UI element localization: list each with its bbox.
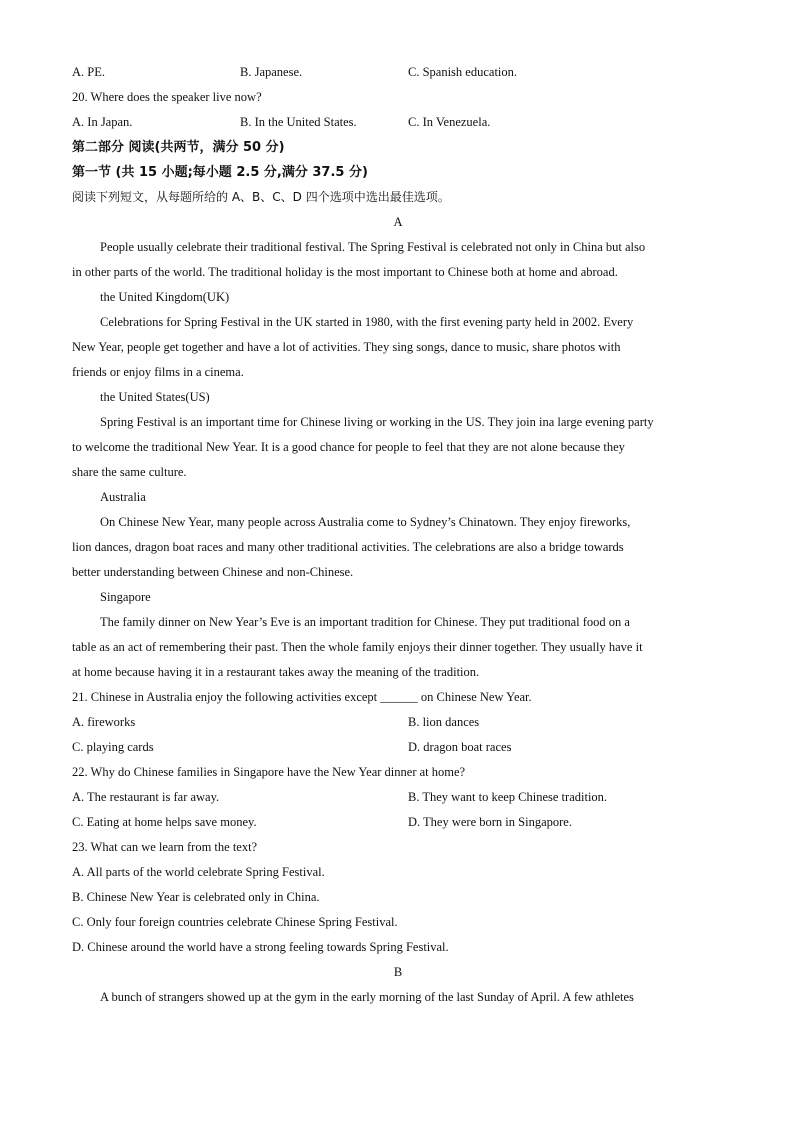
q21-question: 21. Chinese in Australia enjoy the following activities except ______ on Chinese New Year. <box>72 690 532 704</box>
q20-option-b: B. In the United States. <box>240 115 357 129</box>
q22-option-b: B. They want to keep Chinese tradition. <box>408 790 608 804</box>
passage-a-label: A <box>393 215 403 229</box>
exam-page <box>72 60 724 1010</box>
text-line: in other parts of the world. The traditional holiday is the most important to Chinese both at home and abroad. <box>72 265 618 279</box>
q20-question: 20. Where does the speaker live now? <box>72 90 262 104</box>
uk-heading: the United Kingdom(UK) <box>100 290 230 304</box>
text-line: New Year, people get together and have a lot of activities. They sing songs, dance to music, share photos with <box>72 340 621 354</box>
q23-question: 23. What can we learn from the text? <box>72 840 258 854</box>
q20-option-c: C. In Venezuela. <box>408 115 491 129</box>
text-line: Celebrations for Spring Festival in the UK started in 1980, with the first evening party held in 2002. Every <box>100 315 634 329</box>
text-line: at home because having it in a restaurant takes away the meaning of the tradition. <box>72 665 480 679</box>
australia-heading: Australia <box>100 490 146 504</box>
q22-question: 22. Why do Chinese families in Singapore have the New Year dinner at home? <box>72 765 466 779</box>
q21-options-row-2 <box>72 735 724 760</box>
q19-option-b: B. Japanese. <box>240 65 303 79</box>
q23-option-a: A. All parts of the world celebrate Spring Festival. <box>72 865 325 879</box>
uk-paragraph <box>72 310 724 385</box>
q22-option-c: C. Eating at home helps save money. <box>72 815 257 829</box>
q20-option-a: A. In Japan. <box>72 115 133 129</box>
q22-options-row-2 <box>72 810 724 835</box>
text-line: People usually celebrate their traditional festival. The Spring Festival is celebrated not only in China but also <box>100 240 646 254</box>
singapore-heading: Singapore <box>100 590 151 604</box>
passage-a-intro <box>72 235 724 285</box>
q21-option-c: C. playing cards <box>72 740 154 754</box>
singapore-paragraph <box>72 610 724 685</box>
q22-option-a: A. The restaurant is far away. <box>72 790 220 804</box>
text-line: The family dinner on New Year’s Eve is an important tradition for Chinese. They put traditional food on a <box>100 615 630 629</box>
q19-option-c: C. Spanish education. <box>408 65 518 79</box>
text-line: to welcome the traditional New Year. It is a good chance for people to feel that they are not alone because they <box>72 440 625 454</box>
q22-option-d: D. They were born in Singapore. <box>408 815 572 829</box>
q23-option-b: B. Chinese New Year is celebrated only in China. <box>72 890 320 904</box>
australia-paragraph <box>72 510 724 585</box>
q23-option-d: D. Chinese around the world have a strong feeling towards Spring Festival. <box>72 940 449 954</box>
q19-options-row <box>72 60 724 85</box>
text-line: table as an act of remembering their past. Then the whole family enjoys their dinner together. They usually have it <box>72 640 643 654</box>
text-line: On Chinese New Year, many people across Australia come to Sydney’s Chinatown. They enjoy fireworks, <box>100 515 631 529</box>
q21-option-b: B. lion dances <box>408 715 480 729</box>
passage-b-label: B <box>393 965 403 979</box>
text-line: lion dances, dragon boat races and many other traditional activities. The celebrations are also a bridge towards <box>72 540 624 554</box>
q21-option-a: A. fireworks <box>72 715 136 729</box>
q22-options-row-1 <box>72 785 724 810</box>
us-paragraph <box>72 410 724 485</box>
part-title: 第一节 (共 15 小题;每小题 2.5 分,满分 37.5 分) <box>72 165 368 180</box>
q21-option-d: D. dragon boat races <box>408 740 512 754</box>
passage-b-intro: A bunch of strangers showed up at the gym in the early morning of the last Sunday of April. A few athletes <box>100 990 634 1004</box>
q20-options-row <box>72 110 724 135</box>
q19-option-a: A. PE. <box>72 65 105 79</box>
q21-options-row-1 <box>72 710 724 735</box>
instructions: 阅读下列短文，从每题所给的 A、B、C、D 四个选项中选出最佳选项。 <box>72 190 450 204</box>
section-title: 第二部分 阅读(共两节，满分 50 分) <box>72 140 285 155</box>
us-heading: the United States(US) <box>100 390 210 404</box>
text-line: better understanding between Chinese and non-Chinese. <box>72 565 354 579</box>
text-line: friends or enjoy films in a cinema. <box>72 365 244 379</box>
text-line: Spring Festival is an important time for Chinese living or working in the US. They join ina large evening party <box>100 415 654 429</box>
text-line: share the same culture. <box>72 465 187 479</box>
q23-option-c: C. Only four foreign countries celebrate Chinese Spring Festival. <box>72 915 398 929</box>
